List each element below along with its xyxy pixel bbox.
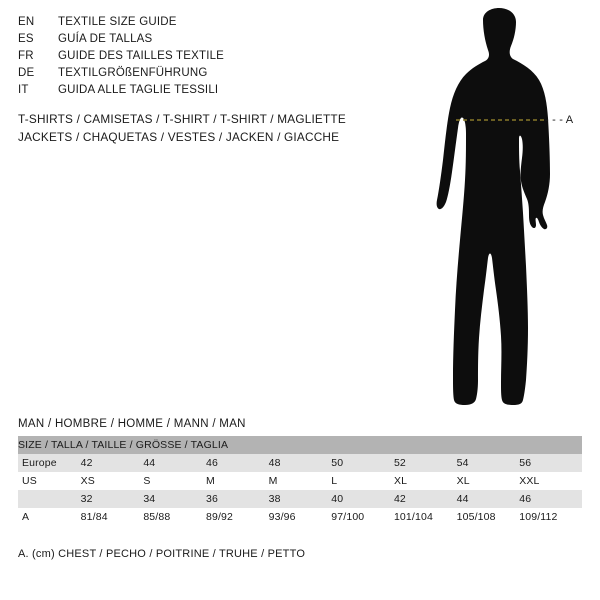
legend-language-code: EN	[18, 16, 35, 28]
table-row	[18, 472, 582, 490]
size-table-area	[18, 418, 582, 526]
table-row	[18, 508, 582, 526]
table-cell: 32	[81, 490, 144, 508]
table-row	[18, 454, 582, 472]
garment-line-jackets: JACKETS / CHAQUETAS / VESTES / JACKEN / GIACCHE	[18, 130, 340, 144]
row-label-blank	[18, 490, 81, 508]
row-label-a: A	[18, 508, 81, 526]
legend-language-text: GUIDE DES TAILLES TEXTILE	[58, 50, 225, 62]
table-cell: 97/100	[331, 508, 394, 526]
table-cell: 109/112	[519, 508, 582, 526]
table-title: MAN / HOMBRE / HOMME / MANN / MAN	[18, 418, 246, 430]
table-cell: 54	[457, 454, 520, 472]
chest-marker-dashes: - - -	[545, 114, 564, 126]
legend-language-code: IT	[18, 84, 29, 96]
row-label-europe: Europe	[18, 454, 81, 472]
table-cell: L	[331, 472, 394, 490]
table-cell: XXL	[519, 472, 582, 490]
legend-language-code: ES	[18, 33, 34, 45]
size-table	[18, 436, 582, 526]
table-cell: 42	[81, 454, 144, 472]
table-cell: 36	[206, 490, 269, 508]
legend-row	[18, 82, 378, 99]
legend-language-text: GUIDA ALLE TAGLIE TESSILI	[58, 84, 219, 96]
table-cell: 85/88	[143, 508, 206, 526]
chest-footnote: A. (cm) CHEST / PECHO / POITRINE / TRUHE / PETTO	[18, 548, 306, 560]
legend-row	[18, 65, 378, 82]
table-cell: XL	[394, 472, 457, 490]
table-cell: 38	[269, 490, 332, 508]
table-cell: 46	[519, 490, 582, 508]
table-cell: 40	[331, 490, 394, 508]
legend-language-code: FR	[18, 50, 34, 62]
table-row	[18, 490, 582, 508]
male-silhouette-figure	[395, 8, 600, 408]
table-cell: M	[269, 472, 332, 490]
table-cell: 52	[394, 454, 457, 472]
table-cell: 93/96	[269, 508, 332, 526]
table-cell: 42	[394, 490, 457, 508]
table-cell: XS	[81, 472, 144, 490]
legend-row	[18, 48, 378, 65]
legend-language-text: TEXTILE SIZE GUIDE	[58, 16, 177, 28]
table-cell: 105/108	[457, 508, 520, 526]
table-header-label: SIZE / TALLA / TAILLE / GRÖSSE / TAGLIA	[18, 436, 582, 454]
table-cell: XL	[457, 472, 520, 490]
silhouette-icon	[395, 8, 600, 408]
row-label-us: US	[18, 472, 81, 490]
table-header-row	[18, 436, 582, 454]
garment-type-headings	[18, 110, 398, 146]
garment-line-tshirts: T-SHIRTS / CAMISETAS / T-SHIRT / T-SHIRT / MAGLIETTE	[18, 112, 346, 126]
language-legend	[18, 14, 378, 99]
table-cell: 46	[206, 454, 269, 472]
table-cell: 48	[269, 454, 332, 472]
legend-language-code: DE	[18, 67, 35, 79]
table-cell: 44	[143, 454, 206, 472]
table-cell: 34	[143, 490, 206, 508]
chest-marker-letter: A	[565, 114, 574, 126]
table-cell: 56	[519, 454, 582, 472]
table-cell: 89/92	[206, 508, 269, 526]
legend-language-text: TEXTILGRÖßENFÜHRUNG	[58, 67, 208, 79]
legend-row	[18, 31, 378, 48]
table-cell: 81/84	[81, 508, 144, 526]
legend-language-text: GUÍA DE TALLAS	[58, 33, 153, 45]
table-cell: 50	[331, 454, 394, 472]
chest-marker-label	[545, 114, 573, 126]
legend-row	[18, 14, 378, 31]
table-cell: 44	[457, 490, 520, 508]
table-cell: S	[143, 472, 206, 490]
table-cell: M	[206, 472, 269, 490]
table-cell: 101/104	[394, 508, 457, 526]
